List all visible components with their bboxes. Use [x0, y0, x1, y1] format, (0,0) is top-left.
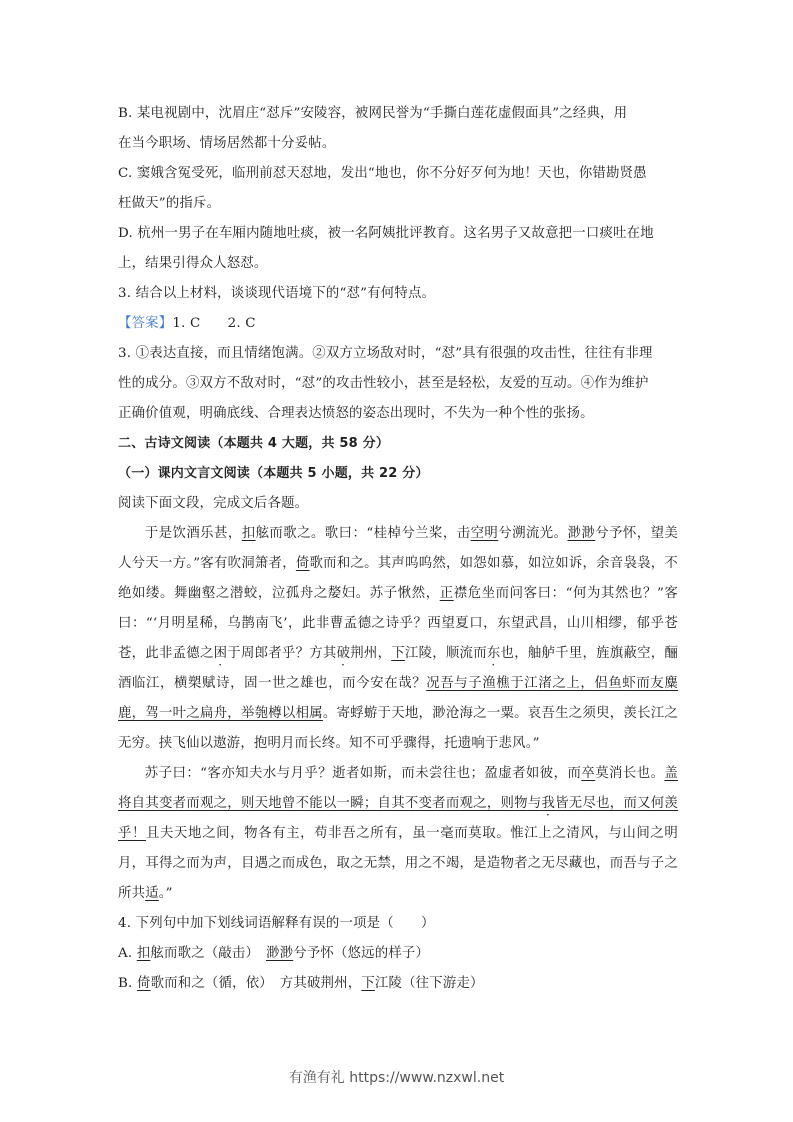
underlined-word: 扣: [136, 946, 151, 961]
underlined-word: 空明: [470, 526, 499, 541]
underlined-word: 适: [145, 886, 159, 901]
underlined-word: 倚: [136, 976, 151, 991]
footer-watermark: 有渔有礼 https://www.nzxwl.net: [288, 1070, 505, 1086]
underlined-word: 卒: [581, 766, 596, 781]
underlined-word: 下: [391, 646, 405, 661]
answer-q3-line2: 性的成分。③双方不敌对时，“怼”的攻击性较小，甚至是轻松，友爱的互动。④作为维护: [118, 376, 649, 391]
underlined-sentence: 况吾与子渔樵于江渚之上，侣鱼虾而友麋鹿，驾一叶之扁舟，举匏樽以相属: [118, 676, 678, 721]
emphasis-dot-char: 其: [322, 646, 337, 661]
answer-tag: 【答案】: [118, 316, 173, 331]
underlined-sentence: 我皆无尽也，而又何羡乎！: [118, 796, 679, 841]
document-page: [118, 99, 678, 999]
answer-line: [118, 309, 678, 339]
option-b-line1: B. 某电视剧中，沈眉庄“怼斥”安陵容，被网民誉为“手撕白莲花虚假面具”之经典，用: [118, 106, 628, 121]
underlined-word: 正: [439, 586, 454, 601]
underlined-word: 下: [361, 976, 375, 991]
option-c-line1: C. 窦娥含冤受死，临刑前怼天怼地，发出“地也，你不分好歹何为地！天也，你错勘贤愚: [118, 166, 647, 181]
option-d-line2: 上，结果引得众人怒怼。: [118, 256, 268, 271]
answer-text: 1. C 2. C: [172, 316, 256, 331]
underlined-word: 渺渺: [266, 946, 294, 961]
subsection-title: （一）课内文言文阅读（本题共 5 小题，共 22 分）: [118, 466, 429, 481]
passage-paragraph-2: 苏子曰：“客亦知夫水与月乎？逝者如斯，而未尝往也；盈虚者如彼，而卒莫消长也。盖将自其变者而观之，则天地曾不能以一瞬；自其不变者而观之，则物与我皆无尽也，而又何羡乎！且夫天地之间，物各有主，苟非吾之所有，虽一毫而莫取。惟江上之清风，与山间之明月，耳得之而为声，目遇之而成色，取之无禁，用之不竭，是造物者之无尽藏也，而吾与子之所共适。”: [118, 766, 679, 901]
emphasis-dot-char: 之: [199, 646, 214, 661]
instruction: 阅读下面文段，完成文后各题。: [118, 496, 309, 511]
emphasis-dot-char: 而: [473, 646, 487, 661]
question-4-stem: 4. 下列句中加下划线词语解释有误的一项是（ ）: [118, 916, 435, 931]
option-c-line2: 枉做天”的指斥。: [118, 196, 221, 211]
question-4-option-b: B. 倚歌而和之（循，依） 方其破荆州，下江陵（往下游走）: [118, 976, 484, 991]
question-4-option-a: A. 扣舷而歌之（敲击） 渺渺兮予怀（悠远的样子）: [118, 946, 430, 961]
answer-q3-line3: 正确价值观，明确底线、合理表达愤怒的姿态出现时，不失为一种个性的张扬。: [118, 406, 594, 421]
underlined-word: 渺渺: [567, 526, 596, 541]
underlined-word: 扣: [241, 526, 256, 541]
underlined-word: 倚: [295, 556, 310, 571]
underlined-sentence: 盖将自其变者而观之，则天地曾不能以一瞬；自其不变者而观之，则物: [118, 766, 679, 811]
answer-q3-line1: 3. ①表达直接，而且情绪饱满。②双方立场敌对时，“怼”具有很强的攻击性，往往有非理: [118, 346, 653, 361]
question-3: 3. 结合以上材料，谈谈现代语境下的“怼”有何特点。: [118, 286, 436, 301]
option-d-line1: D. 杭州一男子在车厢内随地吐痰，被一名阿姨批评教育。这名男子又故意把一口痰吐在地: [118, 226, 654, 241]
passage-paragraph-1: 于是饮酒乐甚，扣舷而歌之。歌曰：“桂棹兮兰桨，击空明兮溯流光。渺渺兮予怀，望美人兮天一方。”客有吹洞箫者，倚歌而和之。其声呜呜然，如怨如慕，如泣如诉，余音袅袅，不绝如缕。舞幽壑之潜蛟，泣孤舟之嫠妇。苏子愀然，正襟危坐而问客曰：“何为其然也？”客曰：“‘月明星稀，乌鹊南飞’，此非曹孟德之诗乎？西望夏口，东望武昌，山川相缪，郁乎苍苍，此非孟德之困于周郎者乎？方其破荆州，下江陵，顺流而东也，舳舻千里，旌旗蔽空，酾酒临江，横槊赋诗，固一世之雄也，而今安在哉？况吾与子渔樵于江渚之上，侣鱼虾而友麋鹿，驾一叶之扁舟，举匏樽以相属。寄蜉蝣于天地，渺沧海之一粟。哀吾生之须臾，羡长江之无穷。挟飞仙以遨游，抱明月而长终。知不可乎骤得，托遗响于悲风。”: [118, 526, 679, 751]
option-b-line2: 在当今职场、情场居然都十分妥帖。: [118, 136, 336, 151]
emphasis-dot-char: 与: [527, 796, 542, 811]
section-title: 二、古诗文阅读（本题共 4 大题，共 58 分）: [118, 436, 390, 451]
